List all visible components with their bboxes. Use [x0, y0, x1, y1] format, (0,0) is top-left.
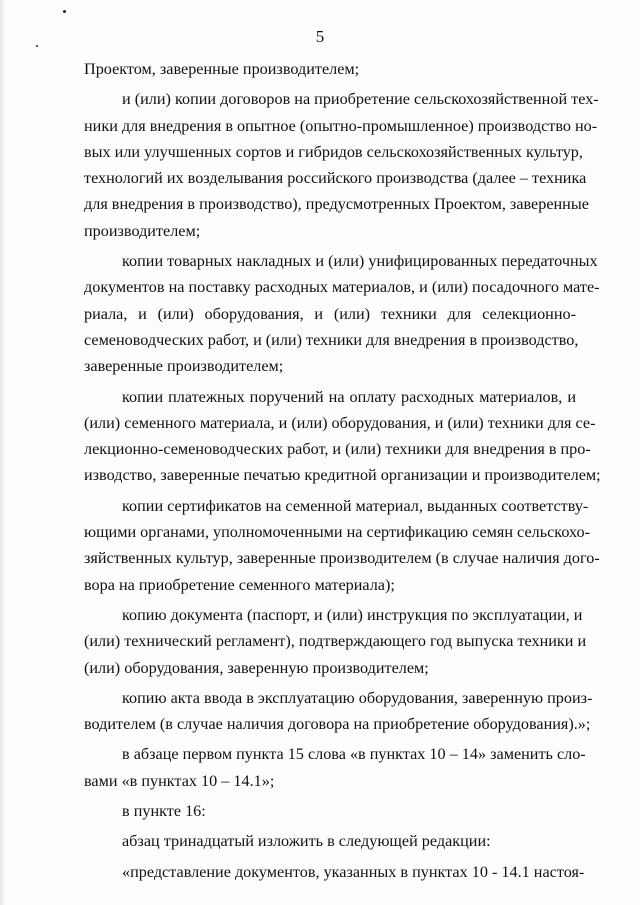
- text-line: семеноводческих работ, и (или) техники для внедрения в производство,: [84, 330, 579, 349]
- text-line: ющими органами, уполномоченными на сертификацию семян сельскохо-: [84, 523, 590, 542]
- text-line: ники для внедрения в опытное (опытно-промышленное) производство но-: [84, 116, 598, 135]
- scan-speck: [63, 10, 66, 13]
- text-line: Проектом, заверенные производителем;: [84, 60, 360, 78]
- text-line: копию акта ввода в эксплуатацию оборудования, заверенную произ-: [122, 688, 593, 707]
- text-line: документов на поставку расходных материалов, и (или) посадочного мате-: [84, 278, 600, 297]
- text-line: (или) оборудования, заверенную производителем;: [84, 658, 429, 677]
- text-line: (или) технический регламент), подтверждающего год выпуска техники и: [84, 632, 587, 651]
- text-line: копию документа (паспорт, и (или) инструкция по эксплуатации, и: [122, 605, 583, 624]
- paragraph: [84, 248, 600, 379]
- paragraph: [84, 828, 576, 854]
- text-line: зяйственных культур, заверенные производителем (в случае наличия дого-: [84, 549, 600, 568]
- paragraph: [84, 493, 600, 598]
- text-line: вора на приобретение семенного материала);: [84, 575, 395, 594]
- text-line: водителем (в случае наличия договора на приобретение оборудования).»;: [84, 715, 591, 734]
- paragraph: [84, 798, 576, 824]
- paragraph: [84, 86, 599, 244]
- text-line: в пункте 16:: [122, 802, 206, 821]
- text-line: производителем;: [84, 221, 201, 240]
- text-line: заверенные производителем;: [84, 357, 284, 376]
- paragraph: [84, 602, 587, 681]
- text-line: вами «в пунктах 10 – 14.1»;: [84, 771, 275, 790]
- text-line: копии товарных накладных и (или) унифицированных передаточных: [122, 252, 598, 271]
- text-line: технологий их возделывания российского производства (далее – техника: [84, 169, 587, 188]
- text-line: в абзаце первом пункта 15 слова «в пунктах 10 – 14» заменить сло-: [122, 745, 586, 764]
- paragraph: [84, 384, 601, 489]
- scan-edge-shadow: [0, 0, 6, 905]
- paragraph: [84, 741, 586, 794]
- text-line: абзац тринадцатый изложить в следующей редакции:: [122, 832, 491, 851]
- text-line: «представление документов, указанных в пунктах 10 - 14.1 настоя-: [122, 862, 585, 881]
- text-line: вых или улучшенных сортов и гибридов сельскохозяйственных культур,: [84, 142, 583, 161]
- document-text: [84, 56, 601, 885]
- text-line: (или) семенного материала, и (или) оборудования, и (или) техники для се-: [84, 413, 596, 432]
- text-line: риала, и (или) оборудования, и (или) техники для селекционно-: [84, 304, 576, 323]
- text-line: и (или) копии договоров на приобретение сельскохозяйственной тех-: [122, 90, 599, 109]
- text-line: копии платежных поручений на оплату расходных материалов, и: [122, 387, 576, 406]
- page-number: 5: [315, 27, 325, 46]
- text-line: лекционно-семеноводческих работ, и (или) техники для внедрения в про-: [84, 440, 591, 459]
- text-line: копии сертификатов на семенной материал, выданных соответству-: [122, 496, 589, 515]
- text-line: изводство, заверенные печатью кредитной организации и производителем;: [84, 466, 601, 485]
- paragraph: [84, 56, 576, 82]
- paragraph: [84, 685, 593, 738]
- paragraph: [84, 859, 585, 885]
- text-line: для внедрения в производство), предусмотренных Проектом, заверенные: [84, 195, 589, 214]
